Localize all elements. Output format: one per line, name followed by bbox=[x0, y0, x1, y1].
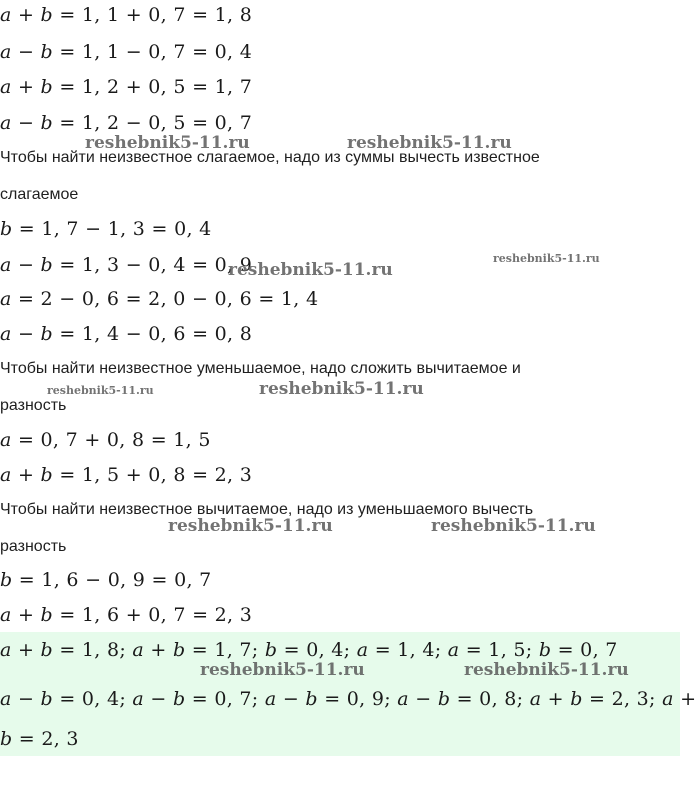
rule-text: разность bbox=[0, 397, 67, 414]
equation-line: a = 0, 7 + 0, 8 = 1, 5 bbox=[0, 429, 211, 451]
answer-box bbox=[0, 632, 696, 756]
equation-line: a − b = 1, 3 − 0, 4 = 0, 9 bbox=[0, 254, 253, 276]
answer-line: a − b = 0, 4; a − b = 0, 7; a − b = 0, 9; a − b = 0, 8; a + b = 2, 3; a + bbox=[0, 688, 696, 710]
answer-line: b = 2, 3 bbox=[0, 728, 79, 750]
equation-line: a − b = 1, 2 − 0, 5 = 0, 7 bbox=[0, 112, 253, 134]
equation-line: a + b = 1, 1 + 0, 7 = 1, 8 bbox=[0, 4, 253, 26]
watermark-text: reshebnik5-11.ru bbox=[347, 133, 512, 153]
rule-text: Чтобы найти неизвестное слагаемое, надо из суммы вычесть известное bbox=[0, 149, 540, 166]
watermark-text: reshebnik5-11.ru bbox=[259, 379, 424, 399]
watermark-text: reshebnik5-11.ru bbox=[228, 260, 393, 280]
watermark-text: reshebnik5-11.ru bbox=[47, 384, 154, 397]
equation-line: a − b = 1, 1 − 0, 7 = 0, 4 bbox=[0, 41, 253, 63]
equation-line: a + b = 1, 6 + 0, 7 = 2, 3 bbox=[0, 604, 253, 626]
equation-line: a + b = 1, 5 + 0, 8 = 2, 3 bbox=[0, 464, 253, 486]
equation-line: b = 1, 7 − 1, 3 = 0, 4 bbox=[0, 218, 212, 240]
rule-text: разность bbox=[0, 538, 67, 555]
equation-line: b = 1, 6 − 0, 9 = 0, 7 bbox=[0, 569, 212, 591]
equation-line: a − b = 1, 4 − 0, 6 = 0, 8 bbox=[0, 323, 253, 345]
rule-text: Чтобы найти неизвестное вычитаемое, надо из уменьшаемого вычесть bbox=[0, 501, 534, 518]
equation-line: a + b = 1, 2 + 0, 5 = 1, 7 bbox=[0, 76, 253, 98]
watermark-text: reshebnik5-11.ru bbox=[431, 516, 596, 536]
rule-text: слагаемое bbox=[0, 186, 79, 203]
equation-line: a = 2 − 0, 6 = 2, 0 − 0, 6 = 1, 4 bbox=[0, 288, 319, 310]
watermark-text: reshebnik5-11.ru bbox=[200, 660, 365, 680]
watermark-text: reshebnik5-11.ru bbox=[168, 516, 333, 536]
watermark-text: reshebnik5-11.ru bbox=[464, 660, 629, 680]
watermark-text: reshebnik5-11.ru bbox=[493, 252, 600, 265]
answer-line: a + b = 1, 8; a + b = 1, 7; b = 0, 4; a = 1, 4; a = 1, 5; b = 0, 7 bbox=[0, 639, 618, 661]
rule-text: Чтобы найти неизвестное уменьшаемое, надо сложить вычитаемое и bbox=[0, 360, 521, 377]
watermark-text: reshebnik5-11.ru bbox=[85, 133, 250, 153]
